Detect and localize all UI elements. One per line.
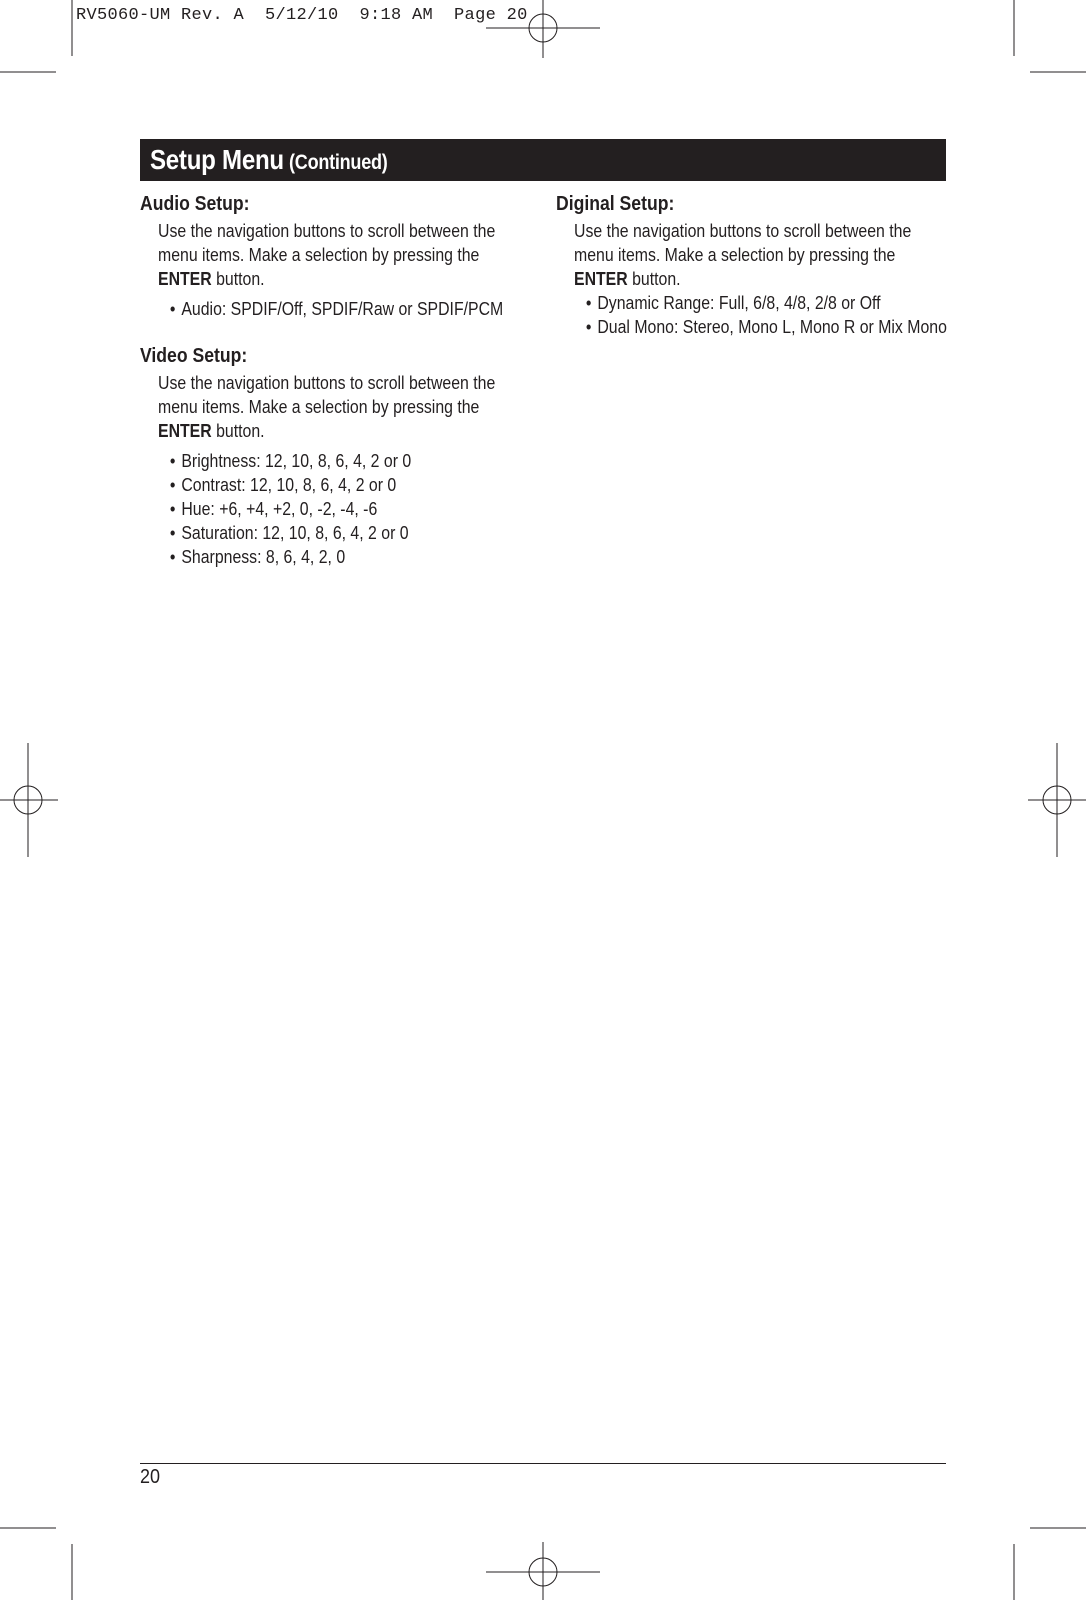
video-setup-heading: Video Setup: xyxy=(140,345,248,367)
list-item: • Contrast: 12, 10, 8, 6, 4, 2 or 0 xyxy=(140,473,542,497)
list-item: • Sharpness: 8, 6, 4, 2, 0 xyxy=(140,545,542,569)
video-setup-intro: Use the navigation buttons to scroll between the menu items. Make a selection by pressing the ENTER button. xyxy=(158,373,496,441)
audio-setup-intro: Use the navigation buttons to scroll between the menu items. Make a selection by pressing the ENTER button. xyxy=(158,221,496,289)
audio-setup-options xyxy=(140,297,530,321)
right-column xyxy=(556,191,946,353)
page-number: 20 xyxy=(140,1466,161,1488)
list-item: • Brightness: 12, 10, 8, 6, 4, 2 or 0 xyxy=(140,449,542,473)
section-header-bar xyxy=(140,139,946,181)
list-item: • Audio: SPDIF/Off, SPDIF/Raw or SPDIF/PCM xyxy=(140,297,542,321)
page-title: Setup Menu (Continued) xyxy=(150,144,388,175)
audio-setup-heading: Audio Setup: xyxy=(140,193,250,215)
list-item: • Dynamic Range: Full, 6/8, 4/8, 2/8 or Off xyxy=(556,291,958,315)
diginal-setup-section xyxy=(556,191,946,339)
footer-rule xyxy=(140,1463,946,1464)
diginal-setup-options xyxy=(556,291,946,339)
video-setup-section xyxy=(140,343,530,569)
list-item: • Dual Mono: Stereo, Mono L, Mono R or Mix Mono xyxy=(556,315,958,339)
audio-setup-section xyxy=(140,191,530,321)
page-title-continued: (Continued) xyxy=(289,151,388,174)
diginal-setup-intro: Use the navigation buttons to scroll between the menu items. Make a selection by pressing the ENTER button. xyxy=(574,221,912,289)
video-setup-options xyxy=(140,449,530,569)
list-item: • Hue: +6, +4, +2, 0, -2, -4, -6 xyxy=(140,497,542,521)
left-column xyxy=(140,191,530,583)
list-item: • Saturation: 12, 10, 8, 6, 4, 2 or 0 xyxy=(140,521,542,545)
print-slug: RV5060-UM Rev. A 5/12/10 9:18 AM Page 20 xyxy=(76,6,528,25)
diginal-setup-heading: Diginal Setup: xyxy=(556,193,675,215)
